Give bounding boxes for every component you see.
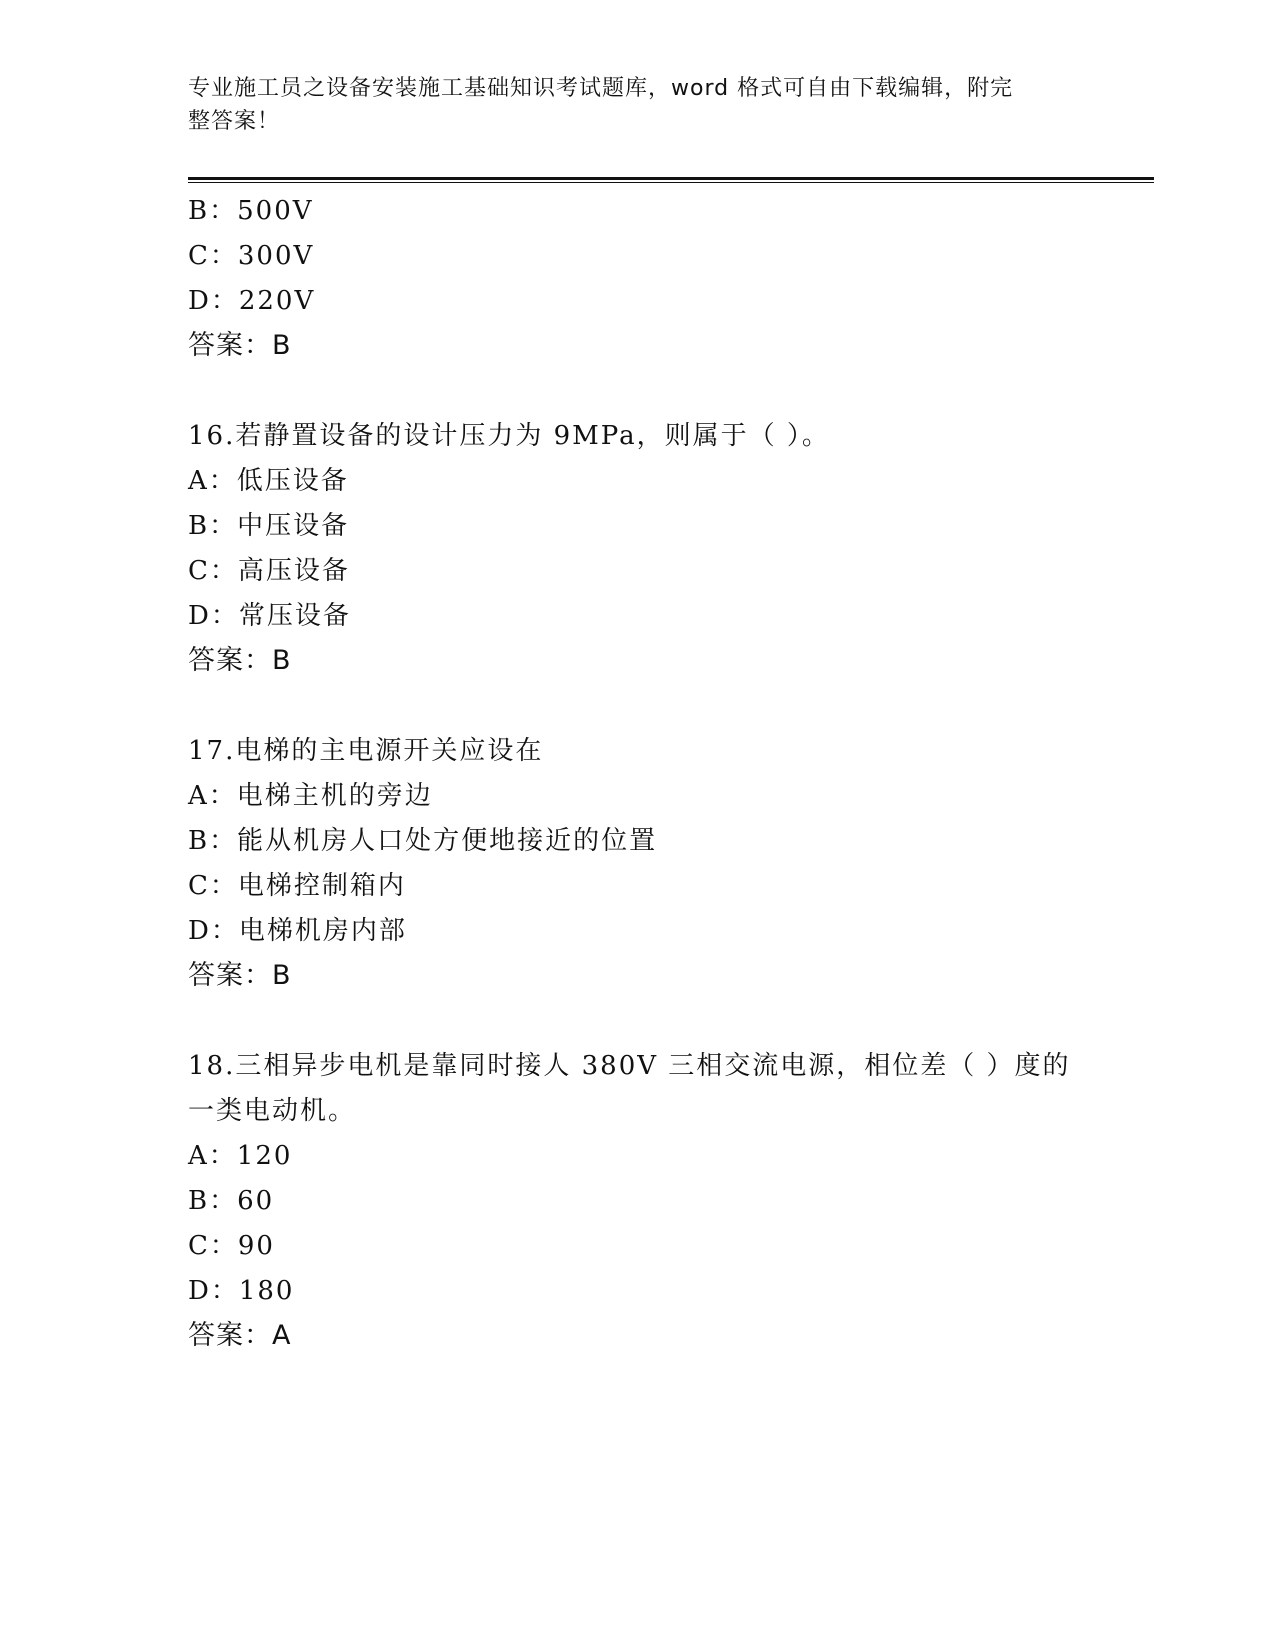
- q16-option-d: D：常压设备: [188, 601, 351, 631]
- q17-answer: 答案：B: [188, 960, 292, 991]
- q18-option-a: A：120: [188, 1141, 293, 1171]
- header-title-line-1: 专业施工员之设备安装施工基础知识考试题库，word 格式可自由下载编辑，附完: [188, 76, 1014, 101]
- header-divider: [188, 177, 1154, 180]
- q18-stem-line-2: 一类电动机。: [188, 1096, 357, 1126]
- q15-answer: 答案：B: [188, 330, 292, 361]
- q17-stem: 17.电梯的主电源开关应设在: [188, 736, 544, 766]
- q16-option-c: C：高压设备: [188, 556, 350, 586]
- q17-option-c: C：电梯控制箱内: [188, 871, 406, 901]
- q15-option-c: C：300V: [188, 241, 315, 271]
- q17-option-d: D：电梯机房内部: [188, 916, 407, 946]
- q17-option-b: B：能从机房人口处方便地接近的位置: [188, 826, 658, 856]
- q15-option-d: D：220V: [188, 286, 316, 316]
- q18-option-d: D：180: [188, 1276, 295, 1306]
- q18-answer: 答案：A: [188, 1320, 292, 1351]
- q16-option-a: A：低压设备: [188, 466, 349, 496]
- q17-option-a: A：电梯主机的旁边: [188, 781, 433, 811]
- q16-option-b: B：中压设备: [188, 511, 350, 541]
- q18-option-b: B：60: [188, 1186, 275, 1216]
- header-title-line-2: 整答案！: [188, 109, 281, 134]
- q16-stem: 16.若静置设备的设计压力为 9MPa，则属于（ ）。: [188, 421, 830, 451]
- document-header: [188, 72, 1068, 138]
- q18-stem-line-1: 18.三相异步电机是靠同时接人 380V 三相交流电源，相位差（ ）度的: [188, 1051, 1071, 1081]
- q16-answer: 答案：B: [188, 645, 292, 676]
- q18-option-c: C：90: [188, 1231, 275, 1261]
- q15-option-b: B：500V: [188, 196, 314, 226]
- header-divider-thin: [188, 182, 1154, 183]
